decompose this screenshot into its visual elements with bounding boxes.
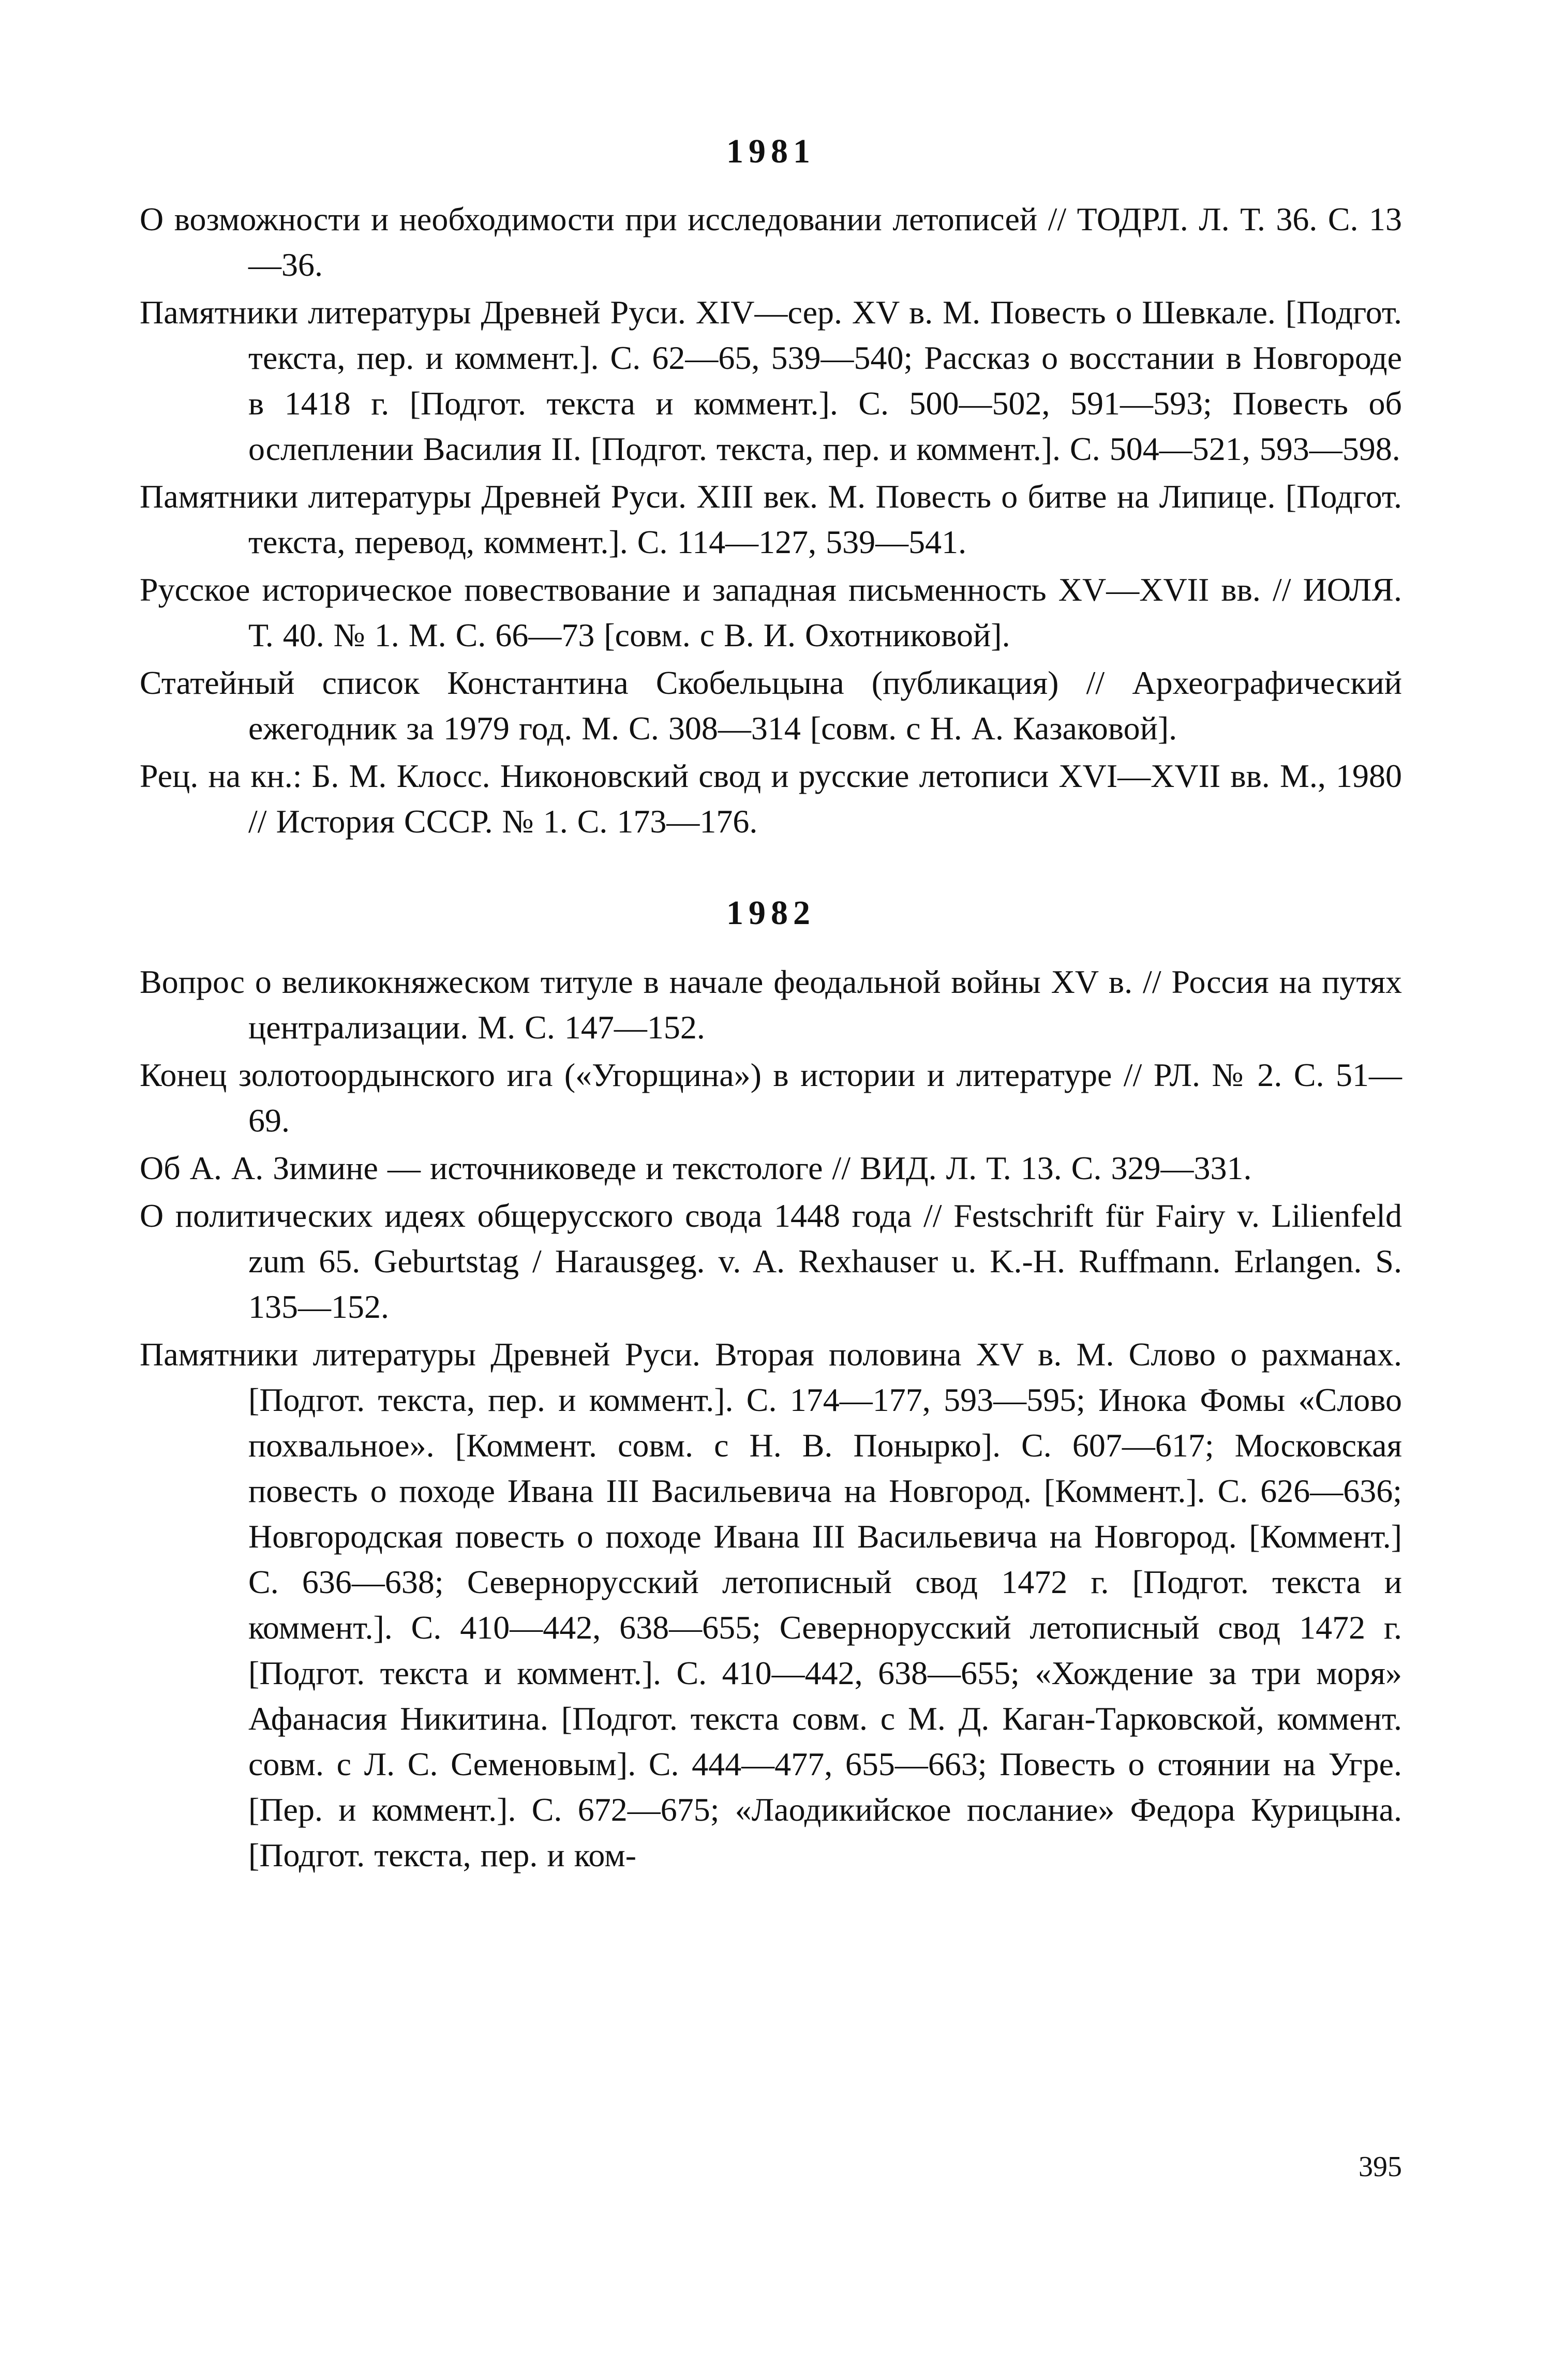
bibliography-entry: Вопрос о великокняжеском титуле в начале феодальной войны XV в. // Россия на путях централизации. М. С. 147—152. <box>140 963 1402 1046</box>
bibliography-entry: Статейный список Константина Скобельцына (публикация) // Археографический ежегодник за 1979 год. М. С. 308—314 [совм. с Н. А. Казаковой]. <box>140 664 1402 747</box>
bibliography-list-1981 <box>140 197 1402 844</box>
bibliography-entry: О возможности и необходимости при исследовании летописей // ТОДРЛ. Л. Т. 36. С. 13—36. <box>140 201 1402 283</box>
page-number: 395 <box>1359 2151 1402 2183</box>
year-heading-1982: 1982 <box>726 894 815 932</box>
bibliography-entry: Памятники литературы Древней Руси. XIII век. М. Повесть о битве на Липице. [Подгот. текста, перевод, коммент.]. С. 114—127, 539—541. <box>140 478 1402 560</box>
document-page <box>140 129 1402 2277</box>
bibliography-entry: Конец золотоордынского ига («Угорщина») в истории и литературе // РЛ. № 2. С. 51—69. <box>140 1057 1402 1139</box>
bibliography-entry: Рец. на кн.: Б. М. Клосс. Никоновский свод и русские летописи XVI—XVII вв. М., 1980 // История СССР. № 1. С. 173—176. <box>140 757 1402 840</box>
bibliography-entry: Об А. А. Зимине — источниковеде и текстологе // ВИД. Л. Т. 13. С. 329—331. <box>140 1150 1252 1186</box>
bibliography-entry: Русское историческое повествование и западная письменность XV—XVII вв. // ИОЛЯ. Т. 40. № 1. М. С. 66—73 [совм. с В. И. Охотниковой]. <box>140 571 1402 653</box>
bibliography-list-1982 <box>140 959 1402 1878</box>
bibliography-entry: Памятники литературы Древней Руси. XIV—сер. XV в. М. Повесть о Шевкале. [Подгот. текста, пер. и коммент.]. С. 62—65, 539—540; Рассказ о восстании в Новгороде в 1418 г. [Подгот. текста и коммент.]. С. 500—502, 591—593; Повесть об ослеплении Василия II. [Подгот. текста, пер. и коммент.]. С. 504—521, 593—598. <box>140 294 1402 467</box>
bibliography-entry: Памятники литературы Древней Руси. Вторая половина XV в. М. Слово о рахманах. [Подгот. текста, пер. и коммент.]. С. 174—177, 593—595; Инока Фомы «Слово похвальное». [Коммент. совм. с Н. В. Понырко]. С. 607—617; Московская повесть о походе Ивана III Васильевича на Новгород. [Коммент.]. С. 626—636; Новгородская повесть о походе Ивана III Васильевича на Новгород. [Коммент.] С. 636—638; Севернорусский летописный свод 1472 г. [Подгот. текста и коммент.]. С. 410—442, 638—655; Севернорусский летописный свод 1472 г. [Подгот. текста и коммент.]. С. 410—442, 638—655; «Хождение за три моря» Афанасия Никитина. [Подгот. текста совм. с М. Д. Каган-Тарковской, коммент. совм. с Л. С. Семеновым]. С. 444—477, 655—663; Повесть о стоянии на Угре. [Пер. и коммент.]. С. 672—675; «Лаодикийское послание» Федора Курицына. [Подгот. текста, пер. и ком- <box>140 1336 1402 1873</box>
year-heading-1981: 1981 <box>726 132 815 170</box>
bibliography-entry: О политических идеях общерусского свода 1448 года // Festschrift für Fairy v. Lilienfeld zum 65. Geburtstag / Harausgeg. v. A. Rexhauser u. K.-H. Ruffmann. Erlangen. S. 135—152. <box>140 1197 1402 1325</box>
